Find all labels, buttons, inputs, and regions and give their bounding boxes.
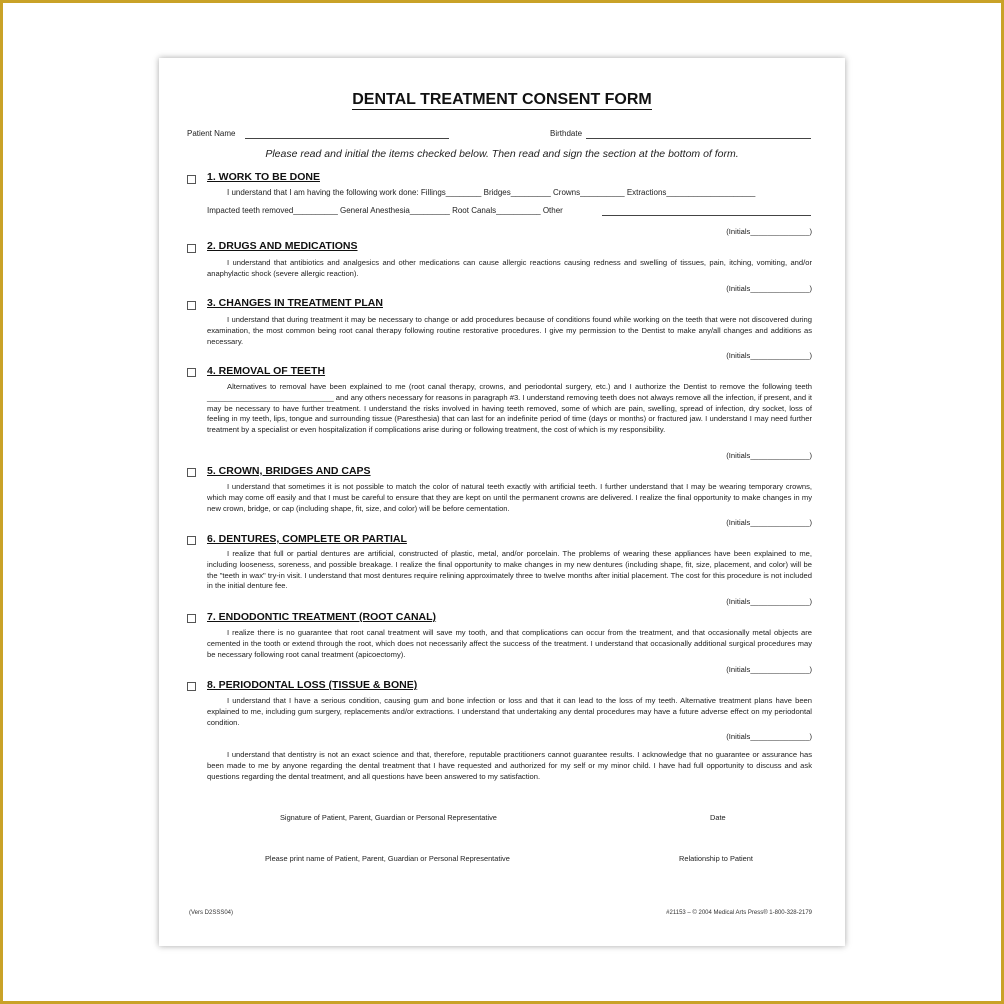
section-5-initials: (Initials______________) [726,518,812,527]
section-5-text: I understand that sometimes it is not possible to match the color of natural teeth exactly with artificial teeth. I further understand that I may be wearing temporary crowns, which may come off easily and that I must be careful to ensure that they are kept on until the permanent crowns are delivered. I realize the final opportunity to make changes in my new crown, bridge, or cap (including shape, fit, size, and color) will be before cementation. [207,482,812,513]
section-6-text: I realize that full or partial dentures are artificial, constructed of plastic, metal, and/or porcelain. The problems of wearing these appliances have been explained to me, including looseness, soreness, and possible breakage. I realize the final opportunity to make changes in my new dentures (including shape, fit, size, placement, and color) will be the "teeth in wax" try-in visit. I understand that most dentures require relining approximately three to twelve months after initial placement. The cost for this procedure is not included in the initial denture fee. [207,549,812,591]
section-6-heading: 6. DENTURES, COMPLETE OR PARTIAL [207,533,407,545]
section-3-heading: 3. CHANGES IN TREATMENT PLAN [207,297,383,309]
print-name-label: Please print name of Patient, Parent, Guardian or Personal Representative [265,854,510,863]
section-7-heading: 7. ENDODONTIC TREATMENT (ROOT CANAL) [207,611,437,623]
signature-label: Signature of Patient, Parent, Guardian or Personal Representative [280,813,497,822]
section-3-text: I understand that during treatment it may be necessary to change or add procedures because of conditions found while working on the teeth that were not discovered during examination, the most common being root canal therapy following routine restorative procedures. I give my permission to the Dentist to make any/all changes and additions as necessary. [207,315,812,346]
section-4-initials: (Initials______________) [726,451,812,460]
section-2-text: I understand that antibiotics and analgesics and other medications can cause allergic reactions causing redness and swelling of tissues, pain, itching, vomiting, and/or anaphylactic shock (severe allergic reaction). [207,258,812,278]
section-7-checkbox[interactable] [187,614,196,623]
section-8-checkbox[interactable] [187,682,196,691]
section-1-checkbox[interactable] [187,175,196,184]
relationship-label: Relationship to Patient [679,854,753,863]
section-7-text: I realize there is no guarantee that root canal treatment will save my tooth, and that complications can occur from the treatment, and that occasionally metal objects are cemented in the tooth or extend through the root, which does not necessarily affect the success of the treatment. I understand that occasionally additional surgical procedures may be necessary following root canal treatment (apicoectomy). [207,628,812,659]
section-8-text: I understand that I have a serious condition, causing gum and bone infection or loss and that it can lead to the loss of my teeth. Alternative treatment plans have been explained to me, including gum surgery, replacements and/or extractions. I understand that undertaking any dental procedures may have a future adverse effect on my periodontal condition. [207,696,812,727]
section-5-checkbox[interactable] [187,468,196,477]
patient-name-field[interactable] [245,130,449,139]
section-4-checkbox[interactable] [187,368,196,377]
birthdate-field[interactable] [586,130,811,139]
section-8-heading: 8. PERIODONTAL LOSS (TISSUE & BONE) [207,679,418,691]
section-1-initials: (Initials______________) [726,227,812,236]
section-8-initials: (Initials______________) [726,732,812,741]
instructions: Please read and initial the items checked below. Then read and sign the section at the bottom of form. [265,148,739,160]
form-title: DENTAL TREATMENT CONSENT FORM [352,91,652,108]
section-7-initials: (Initials______________) [726,665,812,674]
section-6-initials: (Initials______________) [726,597,812,606]
birthdate-label: Birthdate [550,129,583,138]
copyright-notice: #21153 – © 2004 Medical Arts Press® 1-800-328-2179 [666,910,812,916]
patient-name-label: Patient Name [187,129,236,138]
other-field[interactable] [602,207,811,216]
section-1-work-line: I understand that I am having the following work done: Fillings________ Bridges_________ Crowns__________ Extractions____________________ [227,188,756,197]
version-code: (Vers D2SSS04) [189,910,234,916]
section-5-heading: 5. CROWN, BRIDGES AND CAPS [207,465,371,477]
section-3-checkbox[interactable] [187,301,196,310]
consent-form-page [159,58,845,946]
section-1-procedures-line: Impacted teeth removed__________ General Anesthesia_________ Root Canals__________ Other [207,206,563,215]
section-3-initials: (Initials______________) [726,351,812,360]
section-6-checkbox[interactable] [187,536,196,545]
section-4-heading: 4. REMOVAL OF TEETH [207,365,326,377]
section-4-text: Alternatives to removal have been explained to me (root canal therapy, crowns, and periodontal surgery, etc.) and I authorize the Dentist to remove the following teeth ______________________________ and any others necessary for reasons in paragraph #3. I understand removing teeth does not always remove all the infection, if present, and it may be necessary to have further treatment. I understand the risks involved in having teeth removed, some of which are pain, swelling, spread of infection, dry socket, loss of feeling in my teeth, lips, tongue and surrounding tissue (Paresthesia) that can last for an indefinite period of time (days or months) or fractured jaw. I understand I may need further treatment by a specialist or even hospitalization if complications arise during or following treatment, the cost of which is my responsibility. [207,382,812,435]
section-2-checkbox[interactable] [187,244,196,253]
section-2-initials: (Initials______________) [726,284,812,293]
section-1-heading: 1. WORK TO BE DONE [207,171,320,183]
date-label: Date [710,813,726,822]
section-2-heading: 2. DRUGS AND MEDICATIONS [207,240,358,252]
closing-statement: I understand that dentistry is not an exact science and that, therefore, reputable practitioners cannot guarantee results. I acknowledge that no guarantee or assurance has been made to me by anyone regarding the dental treatment that I have requested and authorized for my self or my minor child. I have had full opportunity to discuss and ask questions regarding the dental treatment, and all questions have been answered to my satisfaction. [207,750,812,781]
